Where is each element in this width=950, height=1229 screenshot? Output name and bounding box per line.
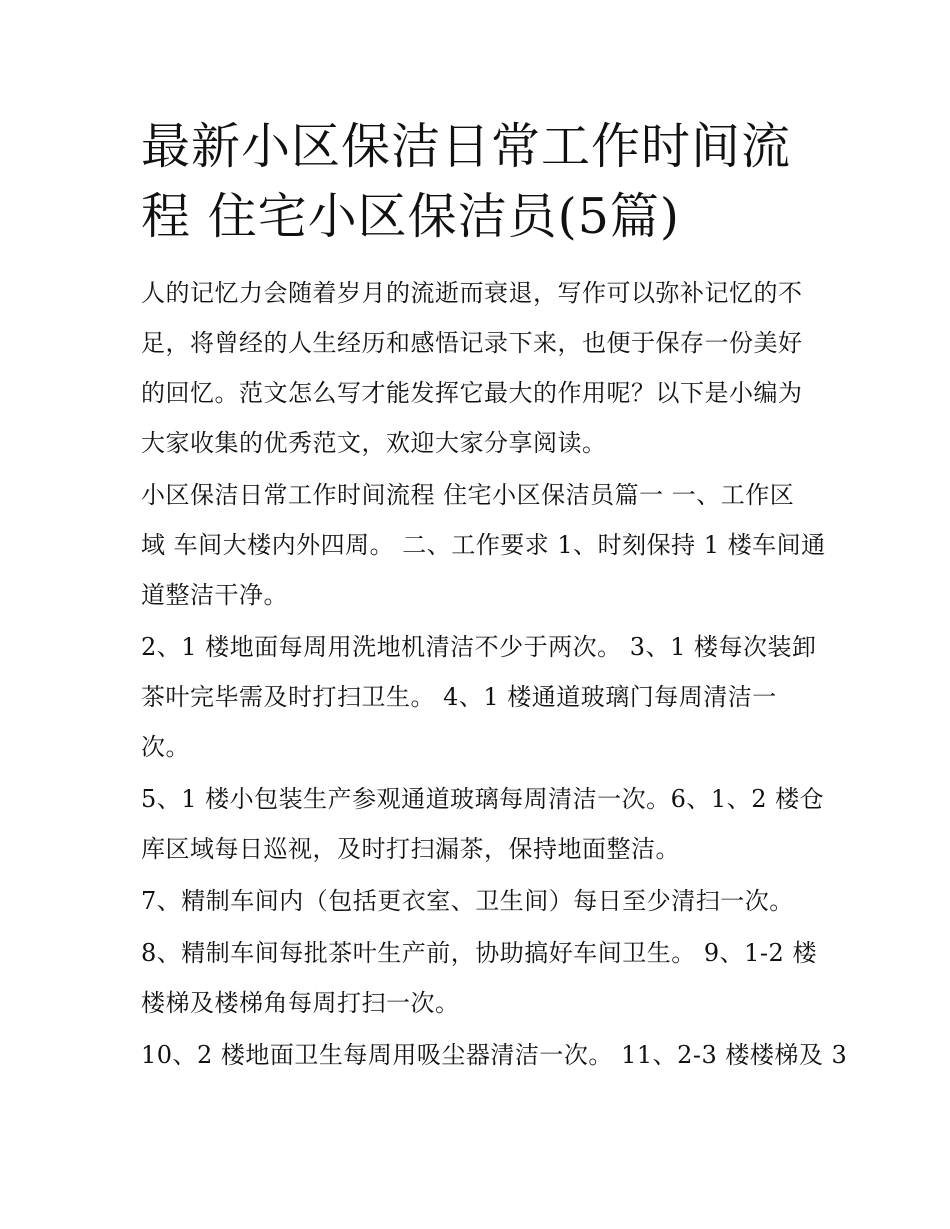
text-line: 楼梯及楼梯角每周打扫一次。	[141, 989, 460, 1017]
text-line: 次。	[141, 733, 190, 761]
text-line: 10、2 楼地面卫生每周用吸尘器清洁一次。 11、2-3 楼楼梯及 3	[141, 1041, 848, 1069]
text-line: 2、1 楼地面每周用洗地机清洁不少于两次。 3、1 楼每次装卸	[141, 633, 817, 661]
text-line: 域 车间大楼内外四周。 二、工作要求 1、时刻保持 1 楼车间通	[141, 531, 826, 559]
text-line: 库区域每日巡视，及时打扫漏茶，保持地面整洁。	[141, 835, 680, 863]
text-line: 大家收集的优秀范文，欢迎大家分享阅读。	[141, 429, 607, 457]
body-paragraph	[141, 928, 817, 1028]
body-paragraph	[141, 774, 825, 874]
title-line: 程 住宅小区保洁员(5篇)	[141, 188, 680, 245]
intro-paragraph	[141, 268, 811, 468]
body-paragraph	[141, 470, 826, 620]
document-page	[141, 112, 848, 1082]
text-line: 道整洁干净。	[141, 581, 288, 609]
body-paragraph	[141, 1030, 848, 1080]
text-line: 人的记忆力会随着岁月的流逝而衰退，写作可以弥补记忆的不	[141, 279, 803, 307]
text-line: 7、精制车间内（包括更衣室、卫生间）每日至少清扫一次。	[141, 887, 794, 915]
text-line: 茶叶完毕需及时打扫卫生。 4、1 楼通道玻璃门每周清洁一	[141, 683, 777, 711]
text-line: 小区保洁日常工作时间流程 住宅小区保洁员篇一 一、工作区	[141, 481, 795, 509]
text-line: 8、精制车间每批茶叶生产前，协助搞好车间卫生。 9、1-2 楼	[141, 939, 817, 967]
text-line: 的回忆。范文怎么写才能发挥它最大的作用呢？以下是小编为	[141, 379, 803, 407]
document-title	[141, 112, 811, 252]
body-paragraph	[141, 622, 817, 772]
text-line: 足，将曾经的人生经历和感悟记录下来，也便于保存一份美好	[141, 329, 803, 357]
text-line: 5、1 楼小包装生产参观通道玻璃每周清洁一次。6、1、2 楼仓	[141, 785, 825, 813]
body-paragraph	[141, 876, 811, 926]
title-line: 最新小区保洁日常工作时间流	[141, 118, 792, 175]
